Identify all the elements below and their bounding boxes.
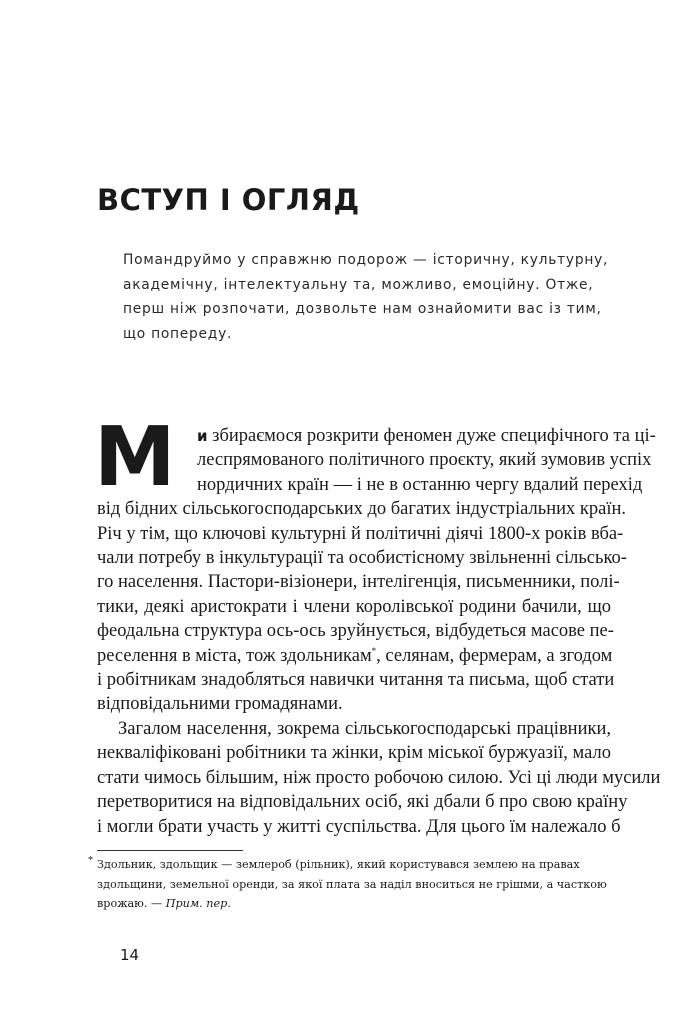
body-line-text: , селянам, фермерам, а згодом bbox=[376, 645, 613, 666]
drop-cap: М bbox=[94, 410, 176, 505]
body-line-text: збираємося розкрити феномен дуже специфічного та ці- bbox=[207, 426, 656, 446]
footnote-line bbox=[97, 894, 611, 914]
body-line-text: реселення в міста, тож здольникам bbox=[97, 645, 372, 666]
body-line: і робітникам знадобляться навички читання та письма, щоб стати bbox=[97, 670, 615, 691]
footnote-marker: * bbox=[88, 855, 93, 866]
lead-word: и bbox=[197, 427, 208, 445]
translator-note: Прим. пер. bbox=[165, 897, 231, 910]
body-line: нордичних країн — і не в останню чергу вдалий перехід bbox=[197, 474, 643, 495]
body-text bbox=[97, 424, 661, 839]
intro-line: перш ніж розпочати, дозвольте нам ознайомити вас із тим, bbox=[123, 301, 602, 317]
body-line: чали потребу в інкультурації та особистісному звільненні сільсько- bbox=[97, 548, 627, 569]
intro-line: що попереду. bbox=[123, 325, 233, 342]
body-line bbox=[97, 424, 656, 448]
body-line bbox=[97, 644, 611, 668]
body-line: перетворитися на відповідальних осіб, які дбали б про свою країну bbox=[97, 792, 628, 813]
footnote-line: Здольник, здольщик — землероб (рільник), який користувався землею на правах bbox=[97, 858, 580, 871]
footnote-line-text: врожаю. — bbox=[97, 897, 166, 910]
chapter-title: ВСТУП І ОГЛЯД bbox=[97, 183, 360, 217]
body-line: феодальна структура ось-ось зруйнується, відбудеться масове пе- bbox=[97, 621, 614, 642]
body-line: тики, деякі аристократи і члени королівської родини бачили, що bbox=[97, 596, 611, 617]
body-line: стати чимось більшим, ніж просто робочою силою. Усі ці люди мусили bbox=[97, 767, 661, 788]
body-line: некваліфіковані робітники та жінки, крім міської буржуазії, мало bbox=[97, 743, 611, 764]
body-line: Загалом населення, зокрема сільськогосподарські працівники, bbox=[118, 718, 611, 739]
body-line: го населення. Пастори-візіонери, інтелігенція, письменники, полі- bbox=[97, 572, 620, 593]
intro-line: Помандруймо у справжню подорож — історичну, культурну, bbox=[123, 252, 609, 268]
chapter-intro bbox=[123, 248, 609, 346]
body-line: від бідних сільськогосподарських до багатих індустріальних країн. bbox=[97, 499, 627, 520]
body-line: відповідальними громадянами. bbox=[97, 694, 343, 715]
footnote-line: здольщини, земельної оренди, за якої плата за наділ вноситься не грішми, а часткою bbox=[97, 877, 607, 891]
body-line: леспрямованого політичного проєкту, який зумовив успіх bbox=[197, 450, 652, 471]
footnote bbox=[97, 855, 611, 914]
footnote-separator bbox=[97, 850, 243, 851]
intro-line: академічну, інтелектуальну та, можливо, емоційну. Отже, bbox=[123, 276, 594, 293]
body-line: Річ у тім, що ключові культурні й політичні діячі 1800-х років вба- bbox=[97, 523, 624, 544]
body-line: і могли брати участь у житті суспільства. Для цього їм належало б bbox=[97, 816, 621, 837]
footnote-reference[interactable]: * bbox=[371, 645, 377, 656]
page-number: 14 bbox=[120, 946, 140, 964]
